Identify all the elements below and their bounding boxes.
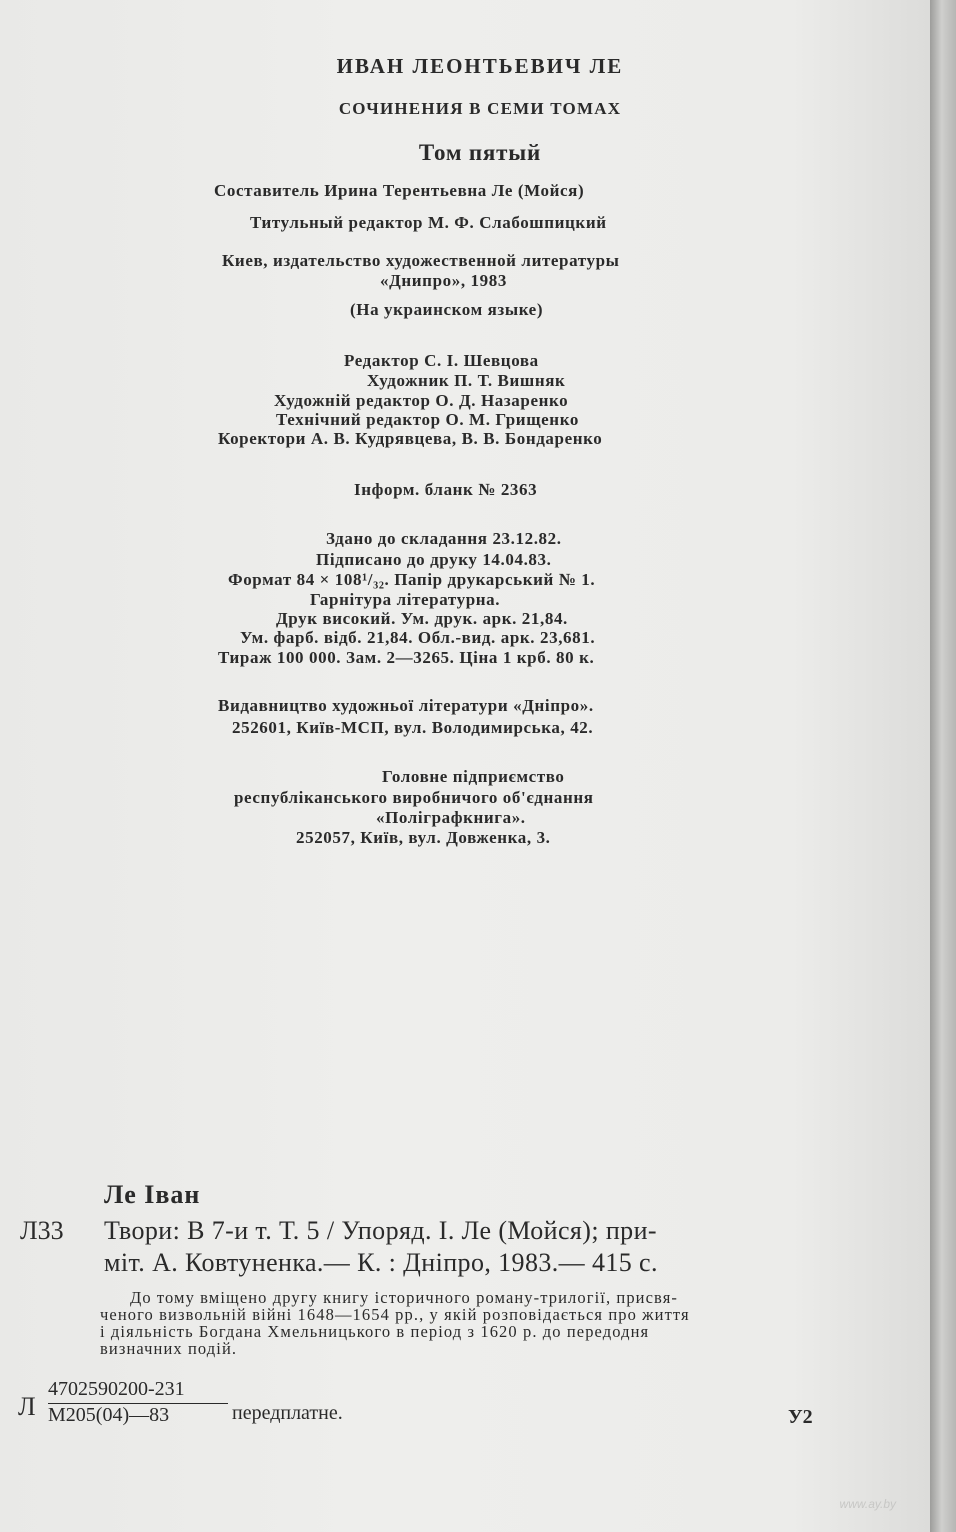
annotation-line-1: До тому вміщено другу книгу історичного роману-трилогії, присвя-	[130, 1288, 678, 1307]
print-detail-format: Формат 84 × 108¹/₃₂. Папір друкарський № 1.	[228, 570, 596, 589]
catalog-entry-line-1: Твори: В 7-и т. Т. 5 / Упоряд. І. Ле (Мойся); при-	[104, 1216, 657, 1245]
publisher-name: Видавництво художньої літератури «Дніпро».	[218, 696, 594, 715]
title-editor-line: Титульный редактор М. Ф. Слабошпицкий	[250, 213, 607, 232]
credit-art-editor: Художній редактор О. Д. Назаренко	[274, 391, 569, 410]
printer-address: 252057, Київ, вул. Довженка, 3.	[296, 828, 551, 847]
compiler-line: Составитель Ирина Терентьевна Ле (Мойся)	[214, 181, 585, 200]
subscription-note: передплатне.	[232, 1402, 343, 1424]
print-detail-typeface: Гарнітура літературна.	[310, 590, 501, 609]
udc-index: У2	[788, 1406, 813, 1428]
publisher-line-2: «Днипро», 1983	[380, 271, 507, 290]
annotation-line-4: визначних подій.	[100, 1339, 238, 1358]
print-detail-circulation: Тираж 100 000. Зам. 2—3265. Ціна 1 крб. 80 к.	[218, 648, 595, 667]
annotation-line-2: ченого визвольній війні 1648—1654 рр., у якій розповідається про життя	[100, 1305, 690, 1324]
credit-tech-editor: Технічний редактор О. М. Грищенко	[276, 410, 579, 429]
catalog-entry-line-2: міт. А. Ковтуненка.— К. : Дніпро, 1983.— 415 с.	[104, 1248, 658, 1277]
credit-proofreaders: Коректори А. В. Кудрявцева, В. В. Бондаренко	[218, 429, 603, 448]
language-note: (На украинском языке)	[350, 300, 544, 319]
volume-title: Том пятый	[418, 140, 542, 165]
index-top: 4702590200-231	[48, 1378, 185, 1400]
publisher-line-1: Киев, издательство художественной литературы	[222, 251, 620, 270]
print-detail-printing: Друк високий. Ум. друк. арк. 21,84.	[276, 609, 568, 628]
page-gutter	[930, 0, 956, 1532]
index-letter: Л	[18, 1392, 36, 1421]
print-detail-sheets: Ум. фарб. відб. 21,84. Обл.-вид. арк. 23,681.	[240, 628, 596, 647]
printer-title: Головне підприємство	[382, 767, 565, 786]
printer-association: республіканського виробничого об'єднання	[234, 788, 594, 807]
print-detail-signed: Підписано до друку 14.04.83.	[316, 550, 552, 569]
annotation-line-3: і діяльність Богдана Хмельницького в період з 1620 р. до передодня	[100, 1322, 650, 1341]
catalog-code: Л33	[20, 1216, 64, 1245]
index-bottom: М205(04)—83	[48, 1403, 228, 1427]
printer-name: «Поліграфкнига».	[376, 808, 526, 827]
credit-editor: Редактор С. І. Шевцова	[344, 351, 539, 370]
inform-blank: Інформ. бланк № 2363	[354, 480, 538, 499]
catalog-heading: Ле Іван	[104, 1180, 201, 1209]
print-detail-submitted: Здано до складання 23.12.82.	[326, 529, 562, 548]
watermark: www.ay.by	[839, 1497, 896, 1511]
series-title: СОЧИНЕНИЯ В СЕМИ ТОМАХ	[338, 99, 622, 118]
credit-artist: Художник П. Т. Вишняк	[367, 371, 566, 390]
publisher-address: 252601, Київ-МСП, вул. Володимирська, 42.	[232, 718, 594, 737]
author-name: ИВАН ЛЕОНТЬЕВИЧ ЛЕ	[336, 54, 624, 78]
